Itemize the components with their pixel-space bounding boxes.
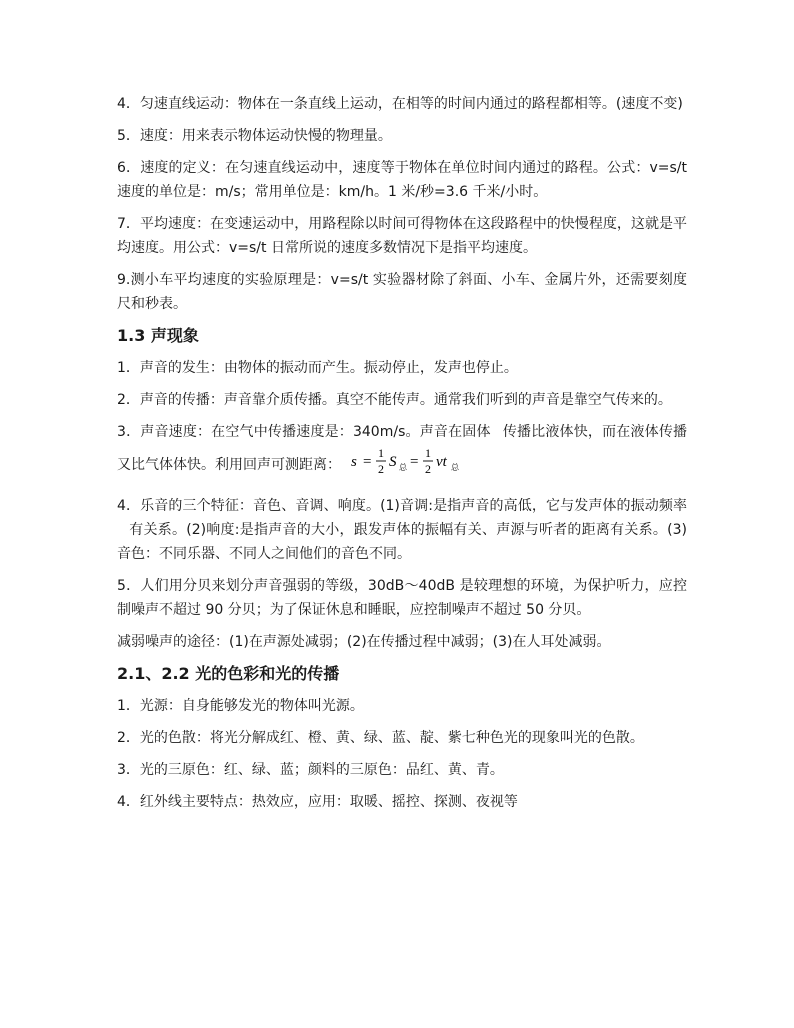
formula-eq-1: = xyxy=(363,454,372,470)
paragraph-sound-speed xyxy=(117,420,687,486)
paragraph-noise-reduction: 减弱噪声的途径：(1)在声源处减弱；(2)在传播过程中减弱；(3)在人耳处减弱。 xyxy=(117,634,611,650)
formula-num-2: 1 xyxy=(425,446,432,460)
paragraph-decibel: 5．人们用分贝来划分声音强弱的等级，30dB～40dB 是较理想的环境，为保护听力，应控制噪声不超过 90 分贝；为了保证休息和睡眠，应控制噪声不超过 50 分贝。 xyxy=(117,578,687,618)
paragraph-sound-propagation: 2．声音的传播：声音靠介质传播。真空不能传声。通常我们听到的声音是靠空气传来的。 xyxy=(117,392,672,408)
paragraph-light-source: 1．光源：自身能够发光的物体叫光源。 xyxy=(117,698,364,714)
formula-vt: vt xyxy=(436,454,448,470)
section-heading-light: 2.1、2.2 光的色彩和光的传播 xyxy=(117,664,340,683)
formula-svg xyxy=(349,444,469,478)
paragraph-speed-definition: 6．速度的定义：在匀速直线运动中，速度等于物体在单位时间内通过的路程。公式：v=s/t 速度的单位是：m/s；常用单位是：km/h。1 米/秒=3.6 千米/小时。 xyxy=(117,160,687,200)
paragraph-speed: 5．速度：用来表示物体运动快慢的物理量。 xyxy=(117,128,392,144)
paragraph-musical-features xyxy=(117,494,687,566)
formula-sub-2: 总 xyxy=(451,463,460,472)
paragraph-dispersion: 2．光的色散：将光分解成红、橙、黄、绿、蓝、靛、紫七种色光的现象叫光的色散。 xyxy=(117,730,644,746)
formula-lhs: s xyxy=(351,454,358,470)
sound-speed-text-1: 3．声音速度：在空气中传播速度是：340m/s。声音在固体 xyxy=(117,424,491,440)
paragraph-sound-origin: 1．声音的发生：由物体的振动而产生。振动停止，发声也停止。 xyxy=(117,360,518,376)
paragraph-uniform-motion: 4．匀速直线运动：物体在一条直线上运动，在相等的时间内通过的路程都相等。(速度不变) xyxy=(117,96,683,112)
paragraph-primary-colors: 3．光的三原色：红、绿、蓝；颜料的三原色：品红、黄、青。 xyxy=(117,762,504,778)
formula-eq-2: = xyxy=(410,454,419,470)
paragraph-average-speed: 7．平均速度：在变速运动中，用路程除以时间可得物体在这段路程中的快慢程度，这就是平均速度。用公式：v=s/t 日常所说的速度多数情况下是指平均速度。 xyxy=(117,216,687,256)
formula-s-total: S xyxy=(389,454,397,470)
sound-speed-text-2: 传播比液体快，而在液体传播又比气体体快。利用回声可测距离： xyxy=(117,424,688,473)
musical-features-text-2: 有关系。(2)响度:是指声音的大小，跟发声体的振幅有关、声源与听者的距离有关系。(3)音色：不同乐器、不同人之间他们的音色不同。 xyxy=(117,522,687,562)
paragraph-experiment: 9.测小车平均速度的实验原理是：v=s/t 实验器材除了斜面、小车、金属片外，还需要刻度尺和秒表。 xyxy=(117,272,687,312)
formula-sub-1: 总 xyxy=(399,463,408,472)
document-body xyxy=(117,92,687,822)
paragraph-infrared: 4．红外线主要特点：热效应，应用：取暖、摇控、探测、夜视等 xyxy=(117,794,518,810)
musical-features-text-1: 4．乐音的三个特征：音色、音调、响度。(1)音调:是指声音的高低，它与发声体的振动频率 xyxy=(117,498,687,514)
formula-den-2: 2 xyxy=(425,462,432,476)
formula-num-1: 1 xyxy=(378,446,385,460)
section-heading-sound: 1.3 声现象 xyxy=(117,326,199,345)
echo-distance-formula xyxy=(349,444,469,486)
formula-den-1: 2 xyxy=(378,462,385,476)
